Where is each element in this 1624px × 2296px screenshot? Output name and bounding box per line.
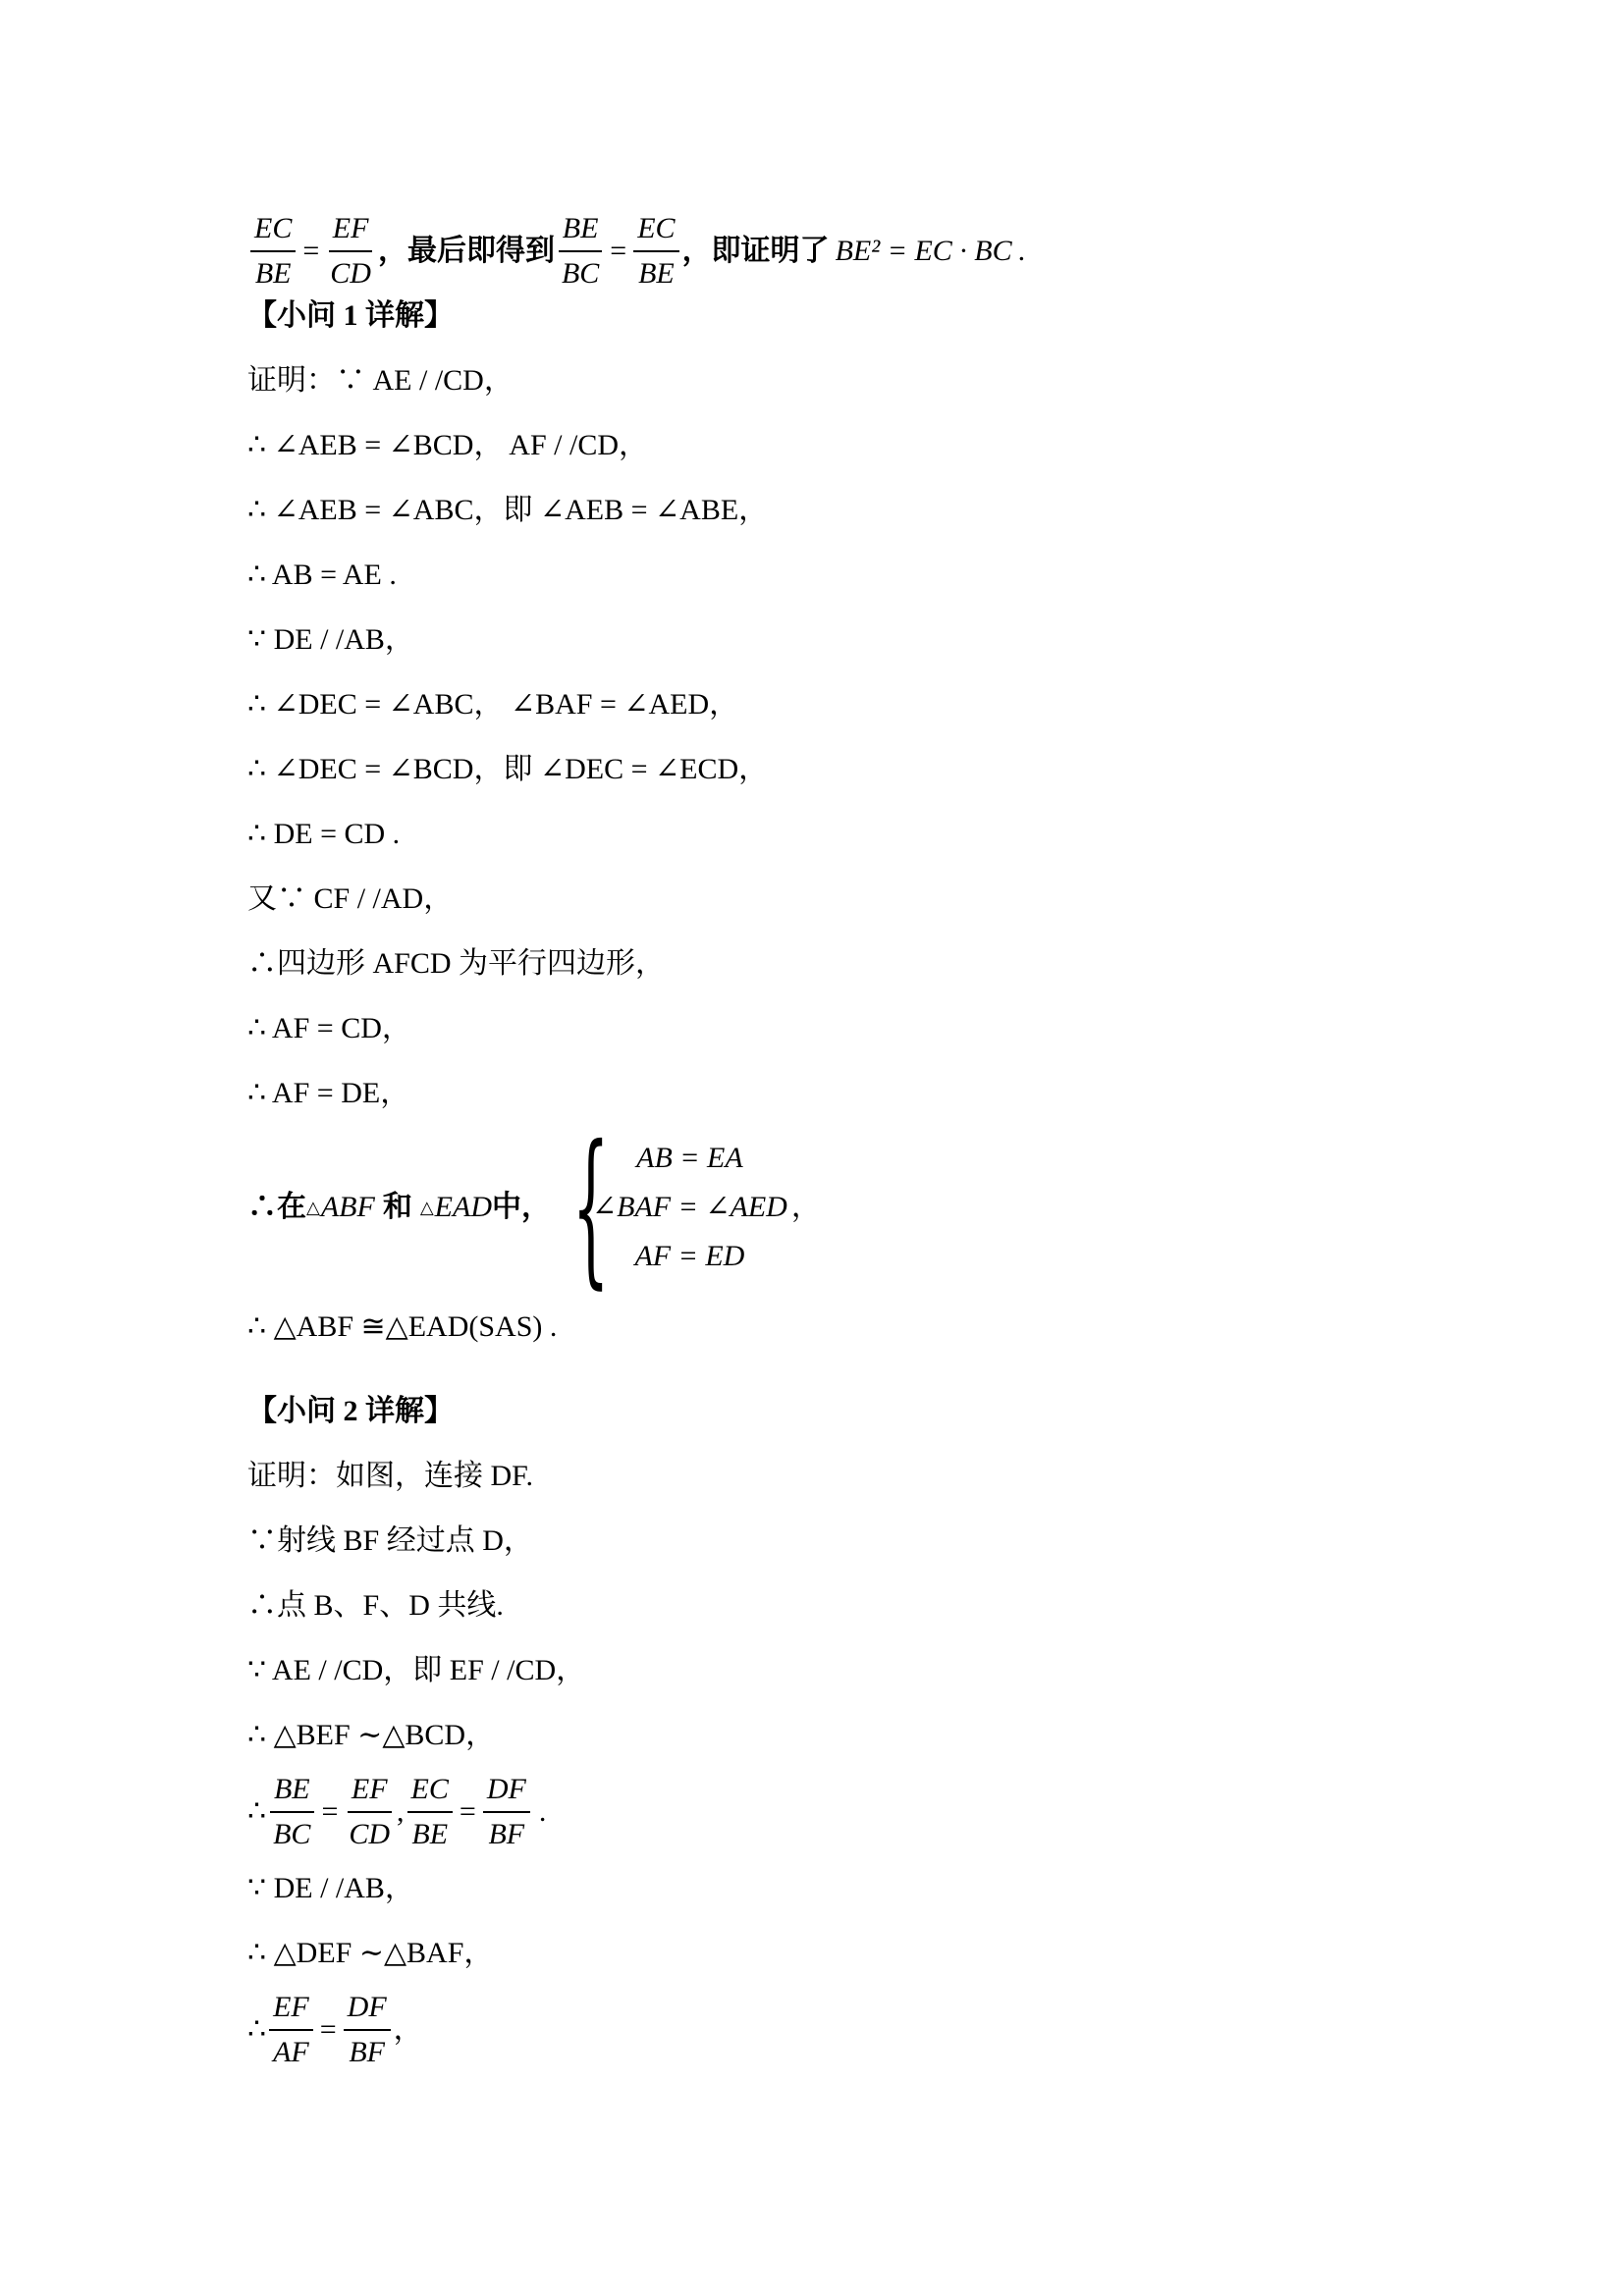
numerator: BE [270, 1768, 314, 1813]
line-text: ∴ AB = AE . [247, 559, 397, 591]
period: . [1017, 235, 1026, 267]
proof-line [247, 1869, 1624, 1908]
denominator: BF [349, 2036, 385, 2068]
equals-sign: = [302, 235, 320, 267]
line-text: ∵ DE / /AB， [247, 1872, 414, 1904]
line-text: ∴ ∠DEC = ∠ABC， ∠BAF = ∠AED， [247, 688, 739, 721]
numerator: DF [344, 1986, 391, 2031]
line-text: ∴ △BEF ∼△BCD， [247, 1719, 496, 1751]
final-ratio-line [247, 1983, 1624, 2077]
proof-line [247, 1586, 1624, 1626]
triangle-abf: ABF [320, 1191, 375, 1223]
proved-text: ，即证明了 [681, 235, 830, 267]
section-2-heading: 【小问 2 详解】 [247, 1395, 454, 1427]
equation-row: ∠BAF = ∠AED [592, 1191, 787, 1223]
line-text: 证明：∵ AE / /CD， [247, 364, 514, 397]
denominator: CD [349, 1818, 391, 1850]
fraction [407, 1768, 453, 1856]
system-suffix: 中， [492, 1191, 551, 1223]
line-text: 又∵ CF / /AD， [247, 882, 454, 915]
period: . [538, 1795, 547, 1828]
left-brace-icon: { [571, 1110, 610, 1305]
line-text: ∴点 B、F、D 共线. [247, 1589, 504, 1622]
proof-line [247, 750, 1624, 789]
proof-line [247, 620, 1624, 660]
therefore-symbol: ∴ [247, 2013, 267, 2046]
numerator: EC [407, 1768, 453, 1813]
equation-row: AF = ED [634, 1240, 745, 1272]
congruence-system [247, 1110, 1624, 1305]
proof-line [247, 944, 1624, 984]
proof-line [247, 880, 1624, 919]
numerator: DF [483, 1768, 530, 1813]
result-formula: BE² = EC · BC [835, 235, 1012, 267]
comma: ， [393, 2013, 423, 2046]
line-text: 证明：如图，连接 DF. [247, 1460, 533, 1492]
fraction-ec-be-2 [633, 207, 678, 295]
equation-row: AB = EA [636, 1142, 743, 1174]
system-and: 和 [382, 1191, 412, 1223]
line-text: ∴ ∠AEB = ∠ABC，即 ∠AEB = ∠ABE， [247, 494, 769, 526]
system-prefix: ∴在 [247, 1191, 306, 1223]
similar-ratio-line [247, 1765, 1624, 1859]
therefore-symbol: ∴ [247, 1795, 267, 1828]
line-text: ∴ DE = CD . [247, 818, 401, 850]
proof-line [247, 361, 1624, 400]
numerator: EC [633, 207, 678, 252]
line-text: ∴ AF = CD， [247, 1012, 411, 1044]
numerator: EF [329, 207, 373, 252]
proof-line [247, 491, 1624, 530]
triangle-icon: △ [419, 1198, 434, 1217]
triangle-icon: △ [306, 1198, 320, 1217]
proof-line [247, 1934, 1624, 1973]
equals-sign: = [319, 2013, 337, 2046]
system-end: ， [790, 1191, 821, 1223]
equals-sign: = [459, 1795, 476, 1828]
line-text: ∵ AE / /CD，即 EF / /CD， [247, 1654, 586, 1686]
denominator: AF [273, 2036, 309, 2068]
fraction [269, 1768, 314, 1856]
proof-line [247, 556, 1624, 595]
proof-line [247, 685, 1624, 724]
congruence-conclusion [247, 1308, 1624, 1347]
intro-fraction-line [247, 204, 1624, 298]
equals-sign: = [321, 1795, 339, 1828]
intro-text: ，最后即得到 [377, 235, 555, 267]
fraction [344, 1986, 391, 2074]
fraction [483, 1768, 530, 1856]
fraction-ef-cd [326, 207, 375, 295]
line-text: ∵ DE / /AB， [247, 623, 414, 656]
line-text: ∴ ∠DEC = ∠BCD，即 ∠DEC = ∠ECD， [247, 753, 769, 785]
proof-line [247, 426, 1624, 465]
proof-line [247, 1074, 1624, 1113]
numerator: EF [348, 1768, 392, 1813]
fraction [345, 1768, 394, 1856]
proof-line [247, 815, 1624, 854]
proof-line [247, 1651, 1624, 1690]
line-text: ∵射线 BF 经过点 D， [247, 1524, 533, 1557]
equation-rows [592, 1134, 787, 1281]
fraction [269, 1986, 313, 2074]
denominator: BE [411, 1818, 449, 1850]
denominator: CD [330, 257, 371, 290]
denominator: BC [273, 1818, 311, 1850]
fraction-be-bc [558, 207, 603, 295]
proof-line [247, 1009, 1624, 1048]
equals-sign: = [610, 235, 627, 267]
line-text: ∴ ∠AEB = ∠BCD， AF / /CD， [247, 429, 649, 461]
line-text: ∴ △DEF ∼△BAF， [247, 1937, 494, 1969]
denominator: BE [638, 257, 675, 290]
denominator: BC [561, 257, 600, 290]
comma: , [397, 1795, 405, 1828]
denominator: BF [488, 1818, 525, 1850]
line-text: ∴ △ABF ≅△EAD(SAS) . [247, 1310, 558, 1343]
fraction-ec-be [250, 207, 296, 295]
triangle-ead: EAD [434, 1191, 492, 1223]
numerator: EC [250, 207, 296, 252]
proof-line [247, 1457, 1624, 1496]
numerator: EF [269, 1986, 313, 2031]
denominator: BE [254, 257, 292, 290]
line-text: ∴ AF = DE， [247, 1077, 410, 1109]
equation-system [563, 1110, 821, 1305]
proof-line [247, 1522, 1624, 1561]
numerator: BE [559, 207, 603, 252]
section-1-heading: 【小问 1 详解】 [247, 299, 454, 332]
line-text: ∴四边形 AFCD 为平行四边形， [247, 947, 666, 980]
proof-line [247, 1716, 1624, 1755]
